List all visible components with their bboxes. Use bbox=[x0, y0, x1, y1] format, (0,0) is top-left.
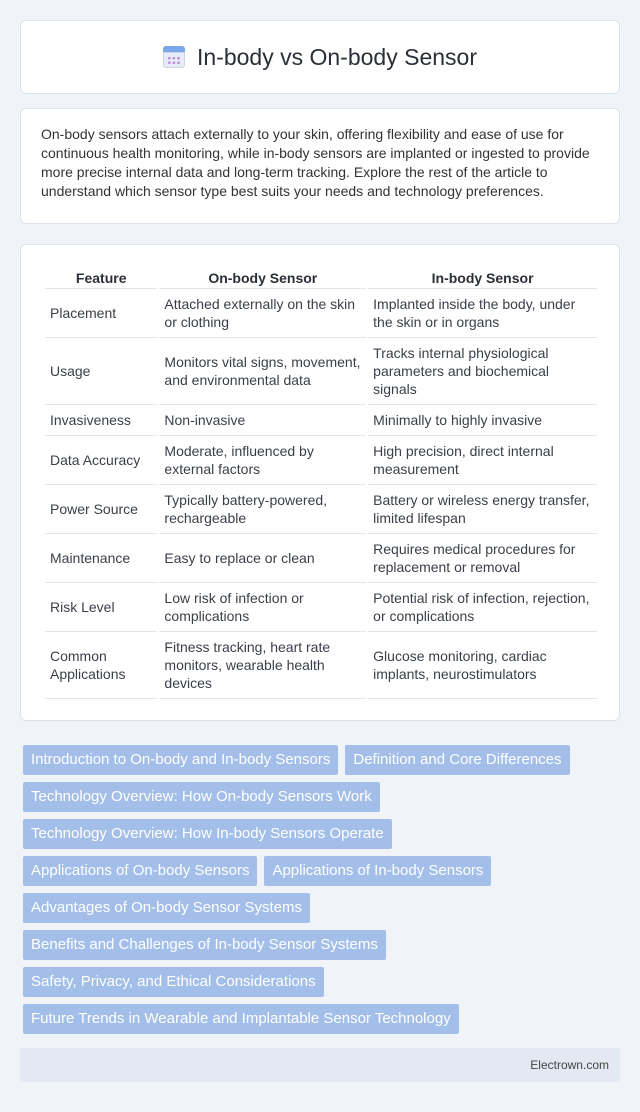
in-body-cell: High precision, direct internal measurement bbox=[368, 436, 597, 485]
in-body-cell: Potential risk of infection, rejection, or complications bbox=[368, 583, 597, 632]
table-row bbox=[45, 632, 597, 699]
title-card bbox=[20, 20, 620, 94]
topic-tag[interactable]: Applications of On-body Sensors bbox=[23, 856, 257, 886]
in-body-cell: Glucose monitoring, cardiac implants, neurostimulators bbox=[368, 632, 597, 699]
table-row bbox=[45, 405, 597, 436]
feature-cell: Invasiveness bbox=[45, 405, 157, 436]
in-body-cell: Minimally to highly invasive bbox=[368, 405, 597, 436]
on-body-cell: Attached externally on the skin or clothing bbox=[159, 289, 366, 338]
table-header-row bbox=[45, 263, 597, 289]
feature-cell: Power Source bbox=[45, 485, 157, 534]
page-title: In-body vs On-body Sensor bbox=[197, 43, 477, 70]
topic-tag[interactable]: Advantages of On-body Sensor Systems bbox=[23, 893, 310, 923]
feature-cell: Usage bbox=[45, 338, 157, 405]
column-header-in-body: In-body Sensor bbox=[368, 263, 597, 289]
feature-cell: Maintenance bbox=[45, 534, 157, 583]
column-header-feature: Feature bbox=[45, 263, 157, 289]
feature-cell: Risk Level bbox=[45, 583, 157, 632]
on-body-cell: Typically battery-powered, rechargeable bbox=[159, 485, 366, 534]
feature-cell: Data Accuracy bbox=[45, 436, 157, 485]
on-body-cell: Easy to replace or clean bbox=[159, 534, 366, 583]
on-body-cell: Monitors vital signs, movement, and environmental data bbox=[159, 338, 366, 405]
in-body-cell: Tracks internal physiological parameters and biochemical signals bbox=[368, 338, 597, 405]
footer-source[interactable]: Electrown.com bbox=[530, 1058, 609, 1072]
topic-tag[interactable]: Definition and Core Differences bbox=[345, 745, 569, 775]
calendar-icon bbox=[163, 46, 185, 68]
table-row bbox=[45, 289, 597, 338]
on-body-cell: Moderate, influenced by external factors bbox=[159, 436, 366, 485]
topic-tags bbox=[23, 745, 613, 1041]
comparison-table bbox=[43, 263, 599, 699]
topic-tag[interactable]: Introduction to On-body and In-body Sensors bbox=[23, 745, 338, 775]
in-body-cell: Requires medical procedures for replacement or removal bbox=[368, 534, 597, 583]
on-body-cell: Low risk of infection or complications bbox=[159, 583, 366, 632]
table-row bbox=[45, 338, 597, 405]
comparison-card bbox=[20, 244, 620, 721]
topic-tag[interactable]: Future Trends in Wearable and Implantable Sensor Technology bbox=[23, 1004, 459, 1034]
feature-cell: Common Applications bbox=[45, 632, 157, 699]
table-row bbox=[45, 534, 597, 583]
topic-tag[interactable]: Safety, Privacy, and Ethical Considerations bbox=[23, 967, 324, 997]
topic-tag[interactable]: Applications of In-body Sensors bbox=[264, 856, 491, 886]
on-body-cell: Non-invasive bbox=[159, 405, 366, 436]
topic-tag[interactable]: Benefits and Challenges of In-body Sensor Systems bbox=[23, 930, 386, 960]
column-header-on-body: On-body Sensor bbox=[159, 263, 366, 289]
topic-tag[interactable]: Technology Overview: How In-body Sensors Operate bbox=[23, 819, 392, 849]
intro-paragraph: On-body sensors attach externally to your skin, offering flexibility and ease of use for continuous health monitoring, while in-body sensors are implanted or ingested to provide more precise internal data and long-term tracking. Explore the rest of the article to understand which sensor type best suits your needs and technology preferences. bbox=[41, 126, 590, 199]
intro-card bbox=[20, 108, 620, 224]
on-body-cell: Fitness tracking, heart rate monitors, wearable health devices bbox=[159, 632, 366, 699]
in-body-cell: Battery or wireless energy transfer, limited lifespan bbox=[368, 485, 597, 534]
in-body-cell: Implanted inside the body, under the skin or in organs bbox=[368, 289, 597, 338]
table-row bbox=[45, 485, 597, 534]
table-row bbox=[45, 436, 597, 485]
footer bbox=[20, 1048, 620, 1082]
topic-tag[interactable]: Technology Overview: How On-body Sensors Work bbox=[23, 782, 380, 812]
table-row bbox=[45, 583, 597, 632]
feature-cell: Placement bbox=[45, 289, 157, 338]
